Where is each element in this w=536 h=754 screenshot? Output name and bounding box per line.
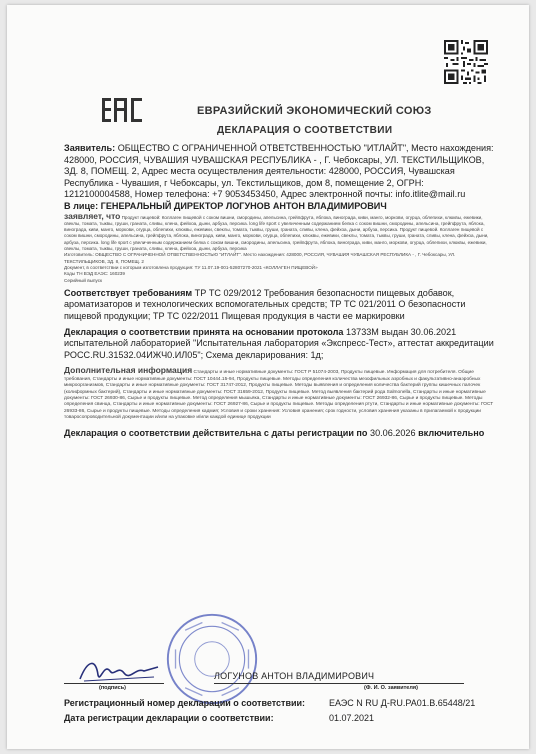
codes-text: Коды ТН ВЭД ЕАЭС: 160239 <box>64 271 125 277</box>
name-line <box>214 683 464 684</box>
registration-date: 01.07.2021 <box>329 713 375 723</box>
additional-label: Дополнительная информация <box>64 365 193 376</box>
document-title: ДЕКЛАРАЦИЯ О СООТВЕТСТВИИ <box>217 125 393 136</box>
requirements-paragraph <box>64 288 494 323</box>
person-label: В лице: <box>64 200 99 211</box>
person-paragraph <box>64 201 494 213</box>
name-caption: (Ф. И. О. заявителя) <box>364 685 418 691</box>
requirements-text: ТР ТС 029/2012 Требования безопасности пищевых добавок, ароматизаторов и технологических вспомогательных средств; ТР ТС 021/2011 О безопасности пищевой продукции; ТР ТС 022/2011 Пищевая продукция в части ее маркировки <box>64 287 466 322</box>
registration-number: ЕАЭС N RU Д-RU.PA01.B.65448/21 <box>329 698 476 708</box>
document-text: Документ, в соответствии с которым изготовлена продукция: ТУ 11.07.19-001-52807270-2021 «КОЛЛАГЕН ПИЩЕВОЙ» <box>64 264 318 270</box>
requirements-label: Соответствует требованиям <box>64 287 193 298</box>
basis-text: 13733М выдан 30.06.2021 испытательной лабораторией "Испытательная лаборатория «Экспресс-Тест», аттестат аккредитации РОСС.RU.31532.04ИЖЧ0.ИЛ05"; Схема декларирования: 1д; <box>64 326 494 360</box>
additional-paragraph <box>64 367 494 421</box>
signer-name: ЛОГУНОВ АНТОН ВЛАДИМИРОВИЧ <box>214 671 375 681</box>
validity-date: 30.06.2026 <box>370 427 416 438</box>
serial-text: Серийный выпуск <box>64 277 103 283</box>
registration-date-label: Дата регистрации декларации о соответствии: <box>64 713 274 723</box>
signature-block <box>64 653 504 733</box>
additional-text: Стандарты и иные нормативные документы: ГОСТ Р 51074-2003, Продукты пищевые. Информация для потребителя. Общие требования, Стандарты и иные нормативные документы: ГОСТ 10444.15-94, Продукты пищевые. Методы определения количества мезофильных аэробных и факультативно-анаэробных микроорганизмов, Стандарты и иные нормативные документы: ГОСТ 31747-2012, Продукты пищевые. Методы выявления и определения количества бактерий группы кишечных палочек (колиформных бактерий), Стандарты и иные нормативные документы: ГОСТ 31659-2012, Продукты пищевые. Метод выявления бактерий рода Salmonella, Стандарты и иные нормативные документы: ГОСТ 26930-86, Сырье и продукты пищевые. Метод определения мышьяка, Стандарты и иные нормативные документы: ГОСТ 26932-86, Сырье и продукты пищевые. Методы определения свинца, Стандарты и иные нормативные документы: ГОСТ 26927-86, Сырье и продукты пищевые. Методы определения ртути, Стандарты и иные нормативные документы: ГОСТ 26933-86, Сырье и продукты пищевые. Методы определения кадмия; Условия и сроки хранения: Условия хранения; срок годности, условия хранения указаны в прилагаемой к продукции товаросопроводительной документации и/или на упаковке и/или каждой единице продукции <box>64 370 494 421</box>
signature-caption: (подпись) <box>99 685 126 691</box>
union-heading: ЕВРАЗИЙСКИЙ ЭКОНОМИЧЕСКИЙ СОЮЗ <box>197 105 432 117</box>
validity-paragraph <box>64 428 494 440</box>
applicant-paragraph <box>64 143 494 201</box>
applicant-label: Заявитель: <box>64 143 116 153</box>
declares-paragraph <box>64 210 494 253</box>
signature-line <box>64 683 164 684</box>
manufacturer-text: Изготовитель: ОБЩЕСТВО С ОГРАНИЧЕННОЙ ОТВЕТСТВЕННОСТЬЮ "ИТЛАЙТ". Место нахождения: 428000, РОССИЯ, ЧУВАШИЯ ЧУВАШСКАЯ РЕСПУБЛИКА - , Г. Чебоксары, УЛ. ТЕКСТИЛЬЩИКОВ, ЗД. 8, ПОМЕЩ. 2 <box>64 252 456 264</box>
applicant-text: ОБЩЕСТВО С ОГРАНИЧЕННОЙ ОТВЕТСТВЕННОСТЬЮ "ИТЛАЙТ", Место нахождения: 428000, РОССИЯ, ЧУВАШИЯ ЧУВАШСКАЯ РЕСПУБЛИКА - , Г. Чебоксары, УЛ. ТЕКСТИЛЬЩИКОВ, ЗД. 8, ПОМЕЩ. 2, Адрес места осуществления деятельности: 428000, РОССИЯ, Чувашская Республика - Чувашия, г Чебоксары, ул. Текстильщиков, дом 8, помещение 2, ОГРН: 1212100004588, Номер телефона: +7 9053453450, Адрес электронной почты: info.itlite@mail.ru <box>64 143 494 200</box>
person-name: ГЕНЕРАЛЬНЫЙ ДИРЕКТОР ЛОГУНОВ АНТОН ВЛАДИМИРОВИЧ <box>100 200 387 211</box>
product-text: Продукт пищевой: Коллаген пищевой с соком вишни, смородины, апельсина, грейпфрута, яблока, винограда, киви, манго, моркови, огурца, облепихи, клюквы, ежевики, свеклы, томата, тыквы, груши, граната, сливы, клена, фейхоа, дыни, арбуза, персика. long life sport с увеличенным содержанием белка с соком вишни, смородины, апельсина, грейпфрута, яблока, винограда, киви, манго, моркови, огурца, облепихи, клюквы, ежевики, свеклы, томата, тыквы, груши, граната, сливы, клена, фейхоа, дыни, арбуза, персика. Продукт пищевой. Коллаген пищевой с соком вишни, смородины, апельсина, грейпфрута, яблока, винограда, киви, манго, моркови, огурца, облепихи, клюквы, ежевики, свеклы, томата, тыквы, груши, граната, сливы, клена, фейхоа, дыни, арбуза, персика. long life sport с увеличенным содержанием белка с соком вишни, смородины, апельсина, грейпфрута, яблока, винограда, киви, манго, моркови, огурца, облепихи, клюквы, ежевики, свеклы, томата, тыквы, груши, граната, сливы, клена, фейхоа, дыни, арбуза, персика <box>64 214 489 252</box>
declares-label: заявляет, что <box>64 210 121 221</box>
eac-mark-icon <box>102 97 142 123</box>
basis-label: Декларация о соответствии принята на основании протокола <box>64 326 344 337</box>
handwritten-signature-icon <box>74 655 164 685</box>
basis-paragraph <box>64 327 494 362</box>
declaration-body <box>64 143 494 439</box>
declaration-sheet <box>7 5 529 749</box>
registration-number-label: Регистрационный номер декларации о соответствии: <box>64 698 306 708</box>
qr-code-icon <box>444 40 488 84</box>
validity-tail: включительно <box>418 427 485 438</box>
company-seal-icon <box>164 611 260 707</box>
validity-label: Декларация о соответствии действительна с даты регистрации по <box>64 427 368 438</box>
